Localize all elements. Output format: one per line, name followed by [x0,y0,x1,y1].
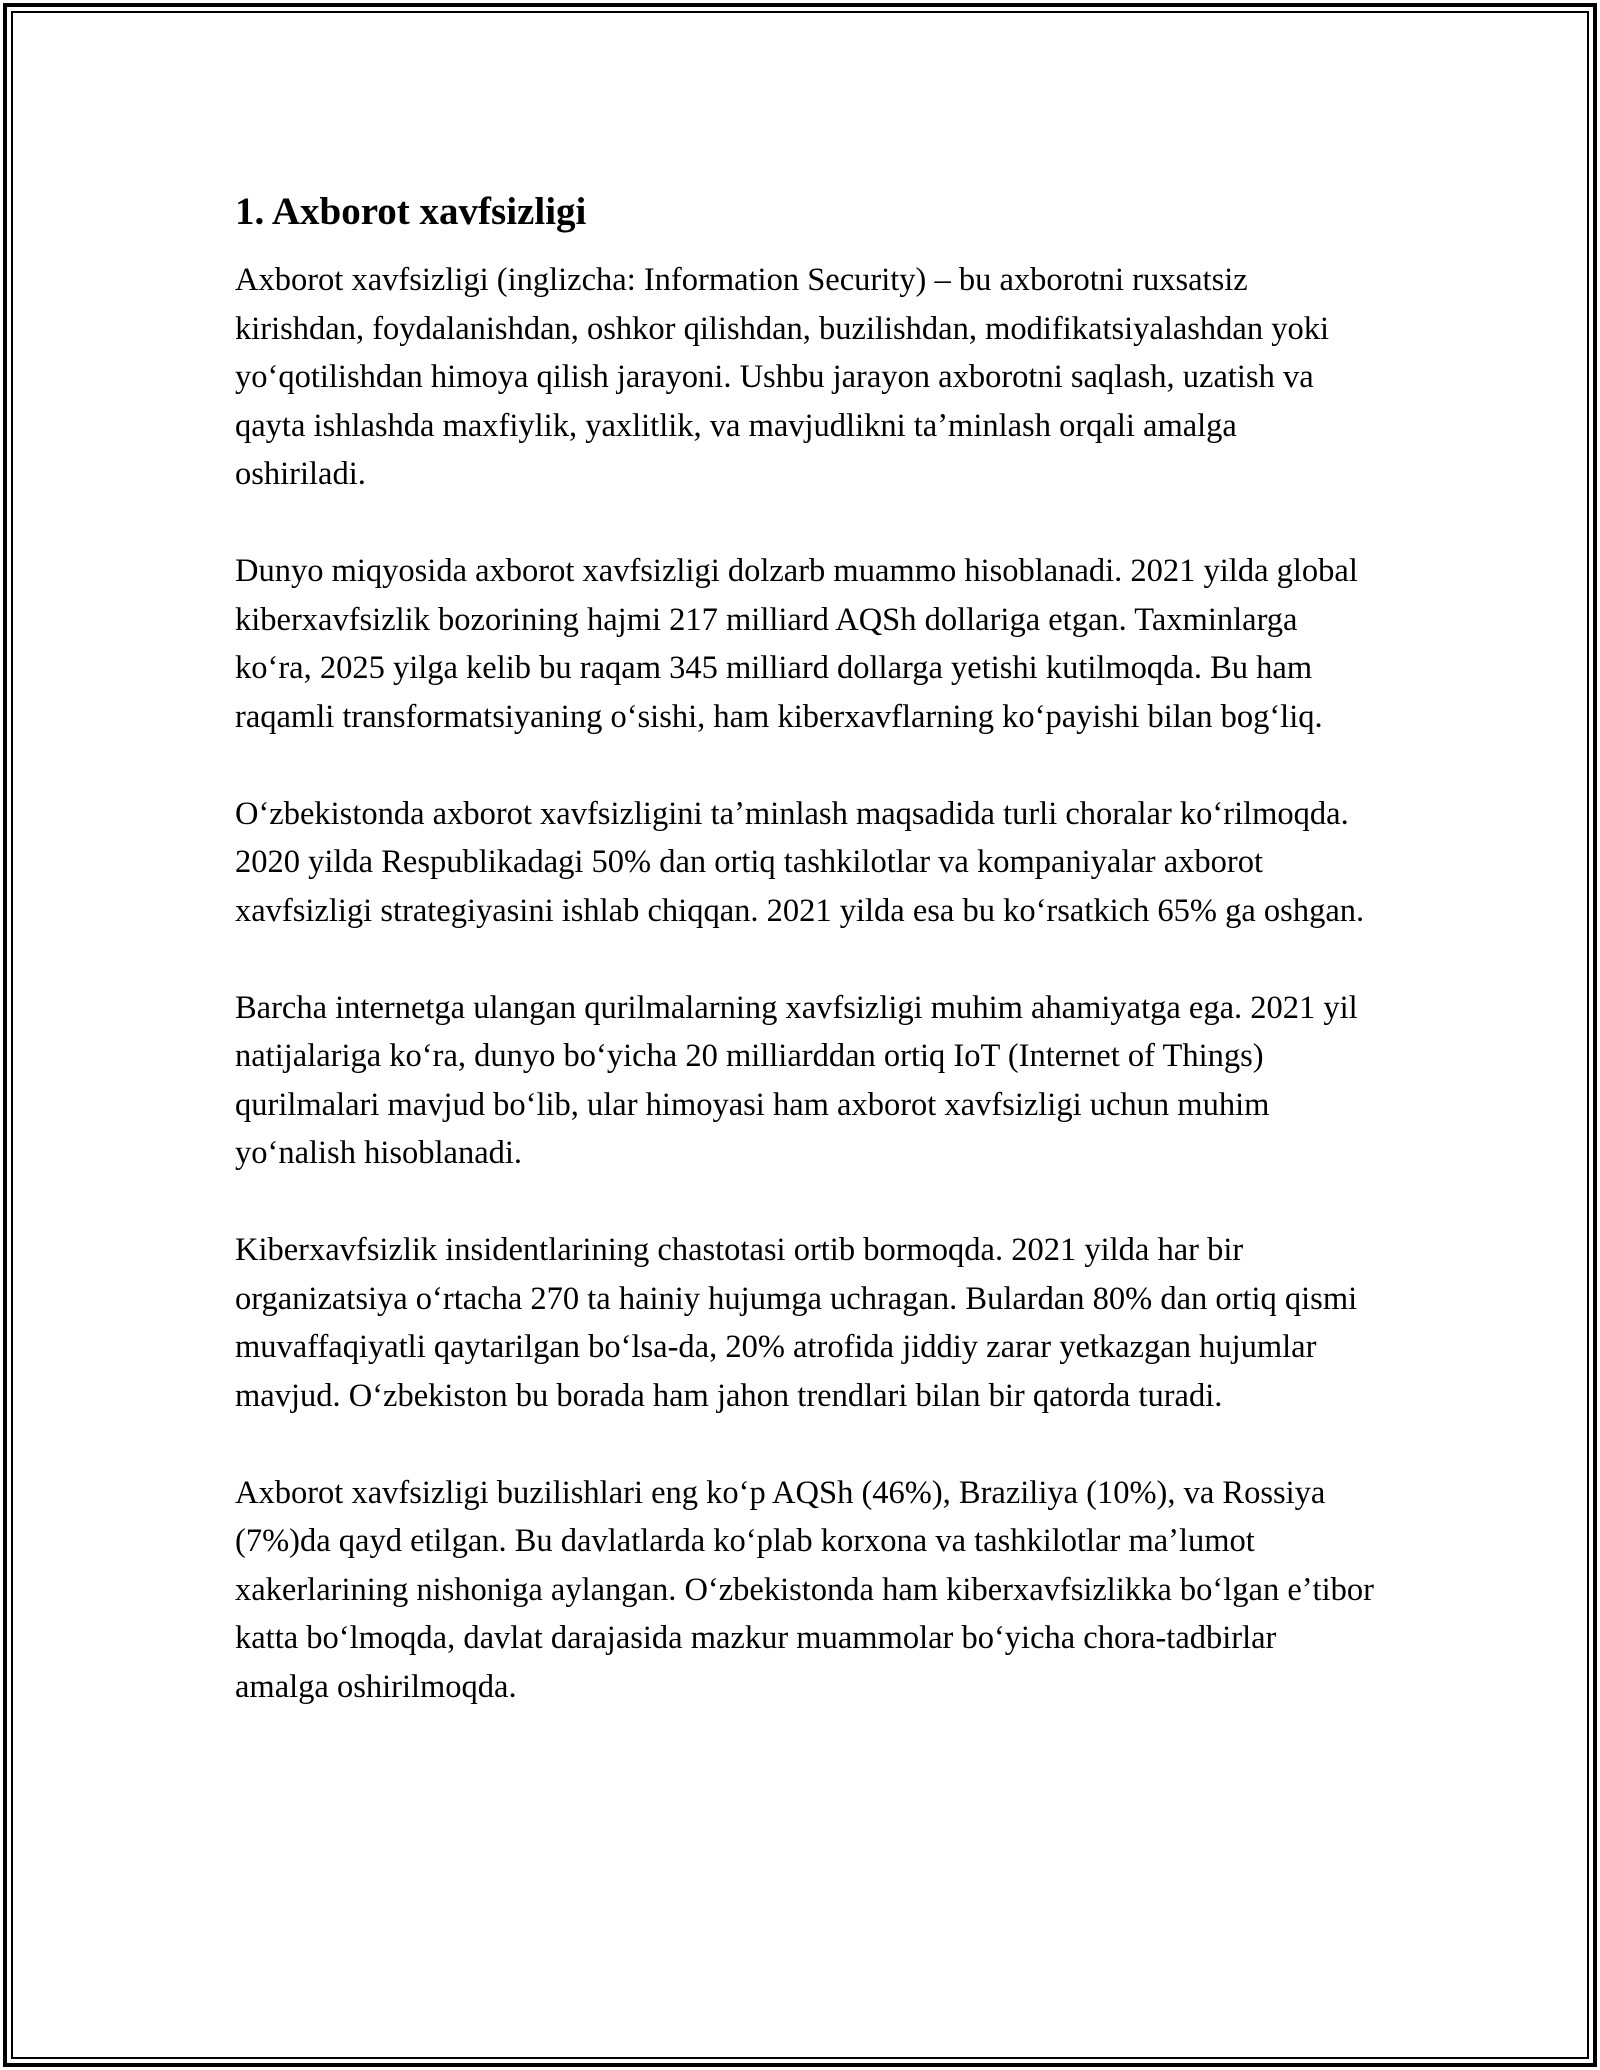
paragraph-incidents: Kiberxavfsizlik insidentlarining chastotasi ortib bormoqda. 2021 yilda har bir organizatsiya oʻrtacha 270 ta hainiy hujumga uchragan. Bulardan 80% dan ortiq qismi muvaffaqiyatli qaytarilgan boʻlsa-da, 20% atrofida jiddiy zarar yetkazgan hujumlar mavjud. Oʻzbekiston bu borada ham jahon trendlari bilan bir qatorda turadi. [235,1232,1358,1414]
paragraph-uzbekistan-measures: Oʻzbekistonda axborot xavfsizligini taʼminlash maqsadida turli choralar koʻrilmoqda. 2020 yilda Respublikadagi 50% dan ortiq tashkilotlar va kompaniyalar axborot xavfsizligi strategiyasini ishlab chiqqan. 2021 yilda esa bu koʻrsatkich 65% ga oshgan. [235,795,1365,929]
section-heading: 1. Axborot xavfsizligi [235,190,587,233]
paragraph-breaches-by-country: Axborot xavfsizligi buzilishlari eng koʻp AQSh (46%), Braziliya (10%), va Rossiya (7%)da qayd etilgan. Bu davlatlarda koʻplab korxona va tashkilotlar maʼlumot xakerlarining nishoniga aylangan. Oʻzbekistonda ham kiberxavfsizlikka boʻlgan eʼtibor katta boʻlmoqda, davlat darajasida mazkur muammolar boʻyicha chora-tadbirlar amalga oshirilmoqda. [235,1474,1374,1705]
paragraph-global-market: Dunyo miqyosida axborot xavfsizligi dolzarb muammo hisoblanadi. 2021 yilda global kiberxavfsizlik bozorining hajmi 217 milliard AQSh dollariga etgan. Taxminlarga koʻra, 2025 yilga kelib bu raqam 345 milliard dollarga yetishi kutilmoqda. Bu ham raqamli transformatsiyaning oʻsishi, ham kiberxavflarning koʻpayishi bilan bogʻliq. [235,553,1358,735]
paragraph-definition: Axborot xavfsizligi (inglizcha: Information Security) – bu axborotni ruxsatsiz kirishdan, foydalanishdan, oshkor qilishdan, buzilishdan, modifikatsiyalashdan yoki yoʻqotilishdan himoya qilish jarayoni. Ushbu jarayon axborotni saqlash, uzatish va qayta ishlashda maxfiylik, yaxlitlik, va mavjudlikni taʼminlash orqali amalga oshiriladi. [235,262,1330,492]
document-body [235,188,1375,1711]
paragraph-iot-devices: Barcha internetga ulangan qurilmalarning xavfsizligi muhim ahamiyatga ega. 2021 yil natijalariga koʻra, dunyo boʻyicha 20 milliarddan ortiq IoT (Internet of Things) qurilmalari mavjud boʻlib, ular himoyasi ham axborot xavfsizligi uchun muhim yoʻnalish hisoblanadi. [235,989,1358,1171]
